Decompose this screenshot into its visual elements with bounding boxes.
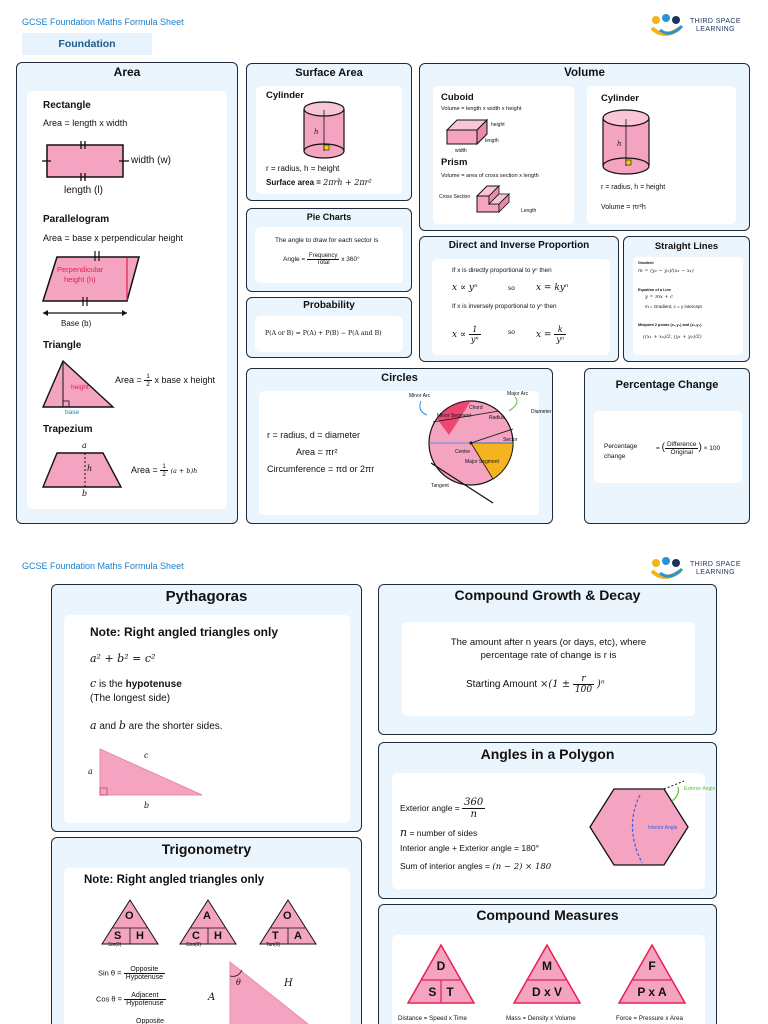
cuboid-formula: Volume = length x width x height [441,106,522,112]
trig-cos-den: Hypotenuse [126,1000,164,1007]
volume-cylinder-radius-line: r = radius, h = height [601,184,666,191]
pie-charts-formula [283,253,360,266]
straight-lines-card [623,236,750,362]
trapezium-h-label: h [87,464,93,473]
percentage-change-formula: = ( $\frac{\text{Difference}}{\text{Original}}$ ) × 100 [656,441,721,456]
doc-title: GCSE Foundation Maths Formula Sheet [22,17,184,27]
logo-mark-icon [650,14,690,38]
pie-charts-line1: The angle to draw for each sector is [275,237,379,244]
circles-panel [259,391,552,515]
circle-label-major-segment: Major Segment [465,459,499,465]
proportion-one: 1 [469,325,481,335]
compound-measures-title: Compound Measures [476,907,619,923]
straight-lines-midpoint-formula: ((x₁ + x₂)/2, (y₁ + y₂)/2) [643,334,702,340]
percentage-change-label2: change [604,453,626,460]
trig-triangle-soh [100,898,160,946]
proportion-so-2: so [508,329,515,336]
pythagoras-a-label: a [88,767,93,776]
proportion-inverse-a-frac [469,325,481,344]
polygon-sum2-formula: (n − 2) × 180 [492,862,552,872]
trig-cos-frac [124,992,165,1007]
proportion-direct-line: If x is directly proportional to yⁿ then [452,267,552,274]
pythagoras-ab-line [90,719,223,732]
volume-panel-left [433,86,574,224]
trig-toa-right: A [294,930,302,942]
trig-triangle-cah-shape [178,898,238,946]
polygon-sum2 [400,861,551,872]
measure-density-bottom: D x V [531,985,562,999]
triangle-height-label: height [71,384,89,391]
polygon-sum1: Interior angle + Exterior angle = 180° [400,843,540,853]
trigonometry-title: Trigonometry [161,841,252,857]
trigonometry-note: Note: Right angled triangles only [84,874,265,886]
measure-speed-bottom: S T [428,985,454,999]
logo-mark-icon [650,557,690,581]
circle-label-major-arc: Major Arc [507,391,529,397]
rectangle-width-label: width (w) [131,155,172,166]
circle-label-minor-arc: Minor Arc [409,393,431,399]
compound-growth-line1: The amount after n years (or days, etc), where [450,637,647,648]
circles-line2: Area = πr² [296,447,338,457]
trig-theta: θ [236,978,241,987]
pie-charts-fraction [307,253,339,266]
straight-lines-equation-formula: y = mx + c [645,294,673,300]
polygon-n-line [400,826,477,839]
percentage-change-eq: = [656,445,660,453]
proportion-title: Direct and Inverse Proportion [448,240,590,251]
straight-lines-panel [633,257,743,355]
polygon-ext-num: 360 [464,797,484,808]
trapezium-a-label: a [82,441,87,450]
proportion-card [419,236,619,362]
circles-card [246,368,553,524]
straight-lines-m-line: m = Gradient, c = y intercept [645,304,702,309]
pie-charts-den: Total [316,260,330,266]
pie-charts-title: Pie Charts [306,212,352,222]
probability-card [246,297,412,358]
rectangle-heading: Rectangle [43,100,91,111]
trig-cos-label: Cos θ = [96,994,123,1004]
straight-lines-title: Straight Lines [654,241,719,252]
pythagoras-ab-b: b [118,719,126,732]
polygon-ext-den: n [470,809,477,820]
parallelogram-formula: Area = base x perpendicular height [43,233,183,243]
polygon-hexagon [584,783,694,873]
trig-h-label: H [284,978,293,989]
surface-area-panel [256,86,402,194]
probability-title: Probability [303,300,355,311]
trig-cah-right: H [214,930,222,942]
trig-cah-top: A [203,910,211,922]
measure-density-top: M [542,959,552,973]
pythagoras-c-line [90,677,182,690]
pythagoras-ab-and: and [99,721,117,732]
triangle-base-label: base [65,409,80,416]
percentage-change-times: × 100 [703,445,721,453]
polygon-card [378,742,717,899]
circle-label-diameter: Diameter [531,409,552,415]
pythagoras-ab-a: a [90,719,97,732]
logo-line1-page2: THIRD SPACE [690,561,741,568]
triangle-half-den: 2 [146,381,150,388]
percentage-change-title: Percentage Change [615,379,719,391]
proportion-yn-1: yⁿ [470,335,479,344]
pie-charts-panel [255,227,403,283]
volume-title: Volume [564,67,605,79]
trig-sin-label: Sin θ = [98,968,122,978]
surface-area-formula-value: 2πrh + 2πr² [323,178,372,187]
parallelogram-diagram [39,249,149,319]
circles-line1: r = radius, d = diameter [267,430,361,440]
pythagoras-c-line-pre: is the [98,679,123,690]
triangle-half-num: 1 [146,373,150,380]
pythagoras-ab-rest: are the shorter sides. [128,721,223,732]
compound-measures-card [378,904,717,1024]
measure-pressure-caption: Force = Pressure x Area [616,1015,683,1022]
trapezium-half-den: 2 [162,471,166,478]
polygon-exterior-label: Exterior Angle [684,786,716,792]
doc-title-page2: GCSE Foundation Maths Formula Sheet [22,561,184,571]
trig-cah-fn: Cos(θ) [186,942,202,948]
polygon-n-text: = number of sides [409,828,478,838]
percentage-change-label1: Percentage [604,443,638,450]
proportion-k: k [554,325,566,335]
pythagoras-c-var: c [90,677,97,690]
proportion-inverse-line: If x is inversely proportional to yⁿ then [452,303,557,310]
percentage-change-card [584,368,750,524]
proportion-inverse-a-pre: x ∝ [452,330,467,340]
pythagoras-hypotenuse-word: hypotenuse [125,679,182,690]
compound-growth-card [378,584,717,735]
proportion-inverse-b [536,325,566,344]
trapezium-b-label: b [82,489,88,498]
rectangle-formula: Area = length x width [43,118,128,128]
proportion-inverse-b-pre: x = [536,330,552,340]
proportion-so-1: so [508,285,515,292]
percentage-change-panel [594,411,742,483]
volume-cylinder-heading: Cylinder [601,93,640,104]
circle-label-radius: Radius [489,415,505,421]
volume-cylinder-h-label: h [617,140,622,148]
circle-label-minor-segment: Minor Segment [437,413,471,419]
parallelogram-heading: Parallelogram [43,214,110,225]
measure-triangle-density [512,943,582,1005]
parallelogram-height-label1: Perpendicular [57,265,104,274]
compound-growth-formula-pre: ×(1 ± [539,679,571,691]
circles-title: Circles [381,372,418,384]
compound-growth-frac [573,674,594,695]
circle-label-centre: Centre [455,449,471,455]
surface-area-card [246,63,412,201]
trapezium-heading: Trapezium [43,424,93,435]
percentage-change-num: Difference [666,441,697,448]
pie-charts-angle-label: Angle = [283,256,306,264]
prism-length-label: Length [521,208,537,214]
trig-triangle-toa [258,898,318,946]
percentage-change-den: Original [670,449,693,456]
polygon-sum2-label: Sum of interior angles = [400,861,491,871]
pythagoras-panel [64,615,350,823]
percentage-change-frac [665,441,699,456]
trapezium-formula [131,463,197,478]
circles-line3: Circumference = πd or 2πr [267,464,375,474]
trig-soh-top: O [125,910,134,922]
measure-triangle-pressure [617,943,687,1005]
straight-lines-equation-label: Equation of a Line [638,288,671,292]
compound-growth-start: Starting Amount [466,679,538,691]
trig-sin-num: Opposite [124,966,165,974]
circle-label-chord: Chord [469,405,483,411]
proportion-direct-a: x ∝ yⁿ [452,283,478,293]
area-title: Area [113,65,141,79]
trapezium-diagram [41,449,131,491]
proportion-inverse-b-frac [554,325,566,344]
circle-label-sector: Sector [503,437,518,443]
pythagoras-title: Pythagoras [165,588,248,605]
surface-area-cylinder-diagram [302,102,348,160]
pie-charts-num: Frequency [309,253,338,259]
trig-triangle-soh-shape [100,898,160,946]
pie-charts-card [246,208,412,292]
measure-density-caption: Mass = Density x Volume [506,1015,576,1022]
trapezium-half [160,463,168,478]
prism-cross-section-label: Cross Section [439,194,471,200]
trapezium-formula-post: (a + b)h [170,466,198,475]
measure-speed-caption: Distance = Speed x Time [398,1015,467,1022]
measure-pressure-top: F [648,959,656,973]
surface-area-formula [266,178,372,187]
straight-lines-gradient-label: Gradient [638,261,654,265]
surface-area-radius-line: r = radius, h = height [266,164,340,173]
trig-soh-fn: Sin(θ) [108,942,122,948]
prism-heading: Prism [441,157,468,168]
volume-card [419,63,750,231]
trigonometry-card [51,837,362,1024]
polygon-panel [392,773,716,889]
trig-sin-frac [124,966,165,981]
probability-panel [255,316,403,352]
area-panel [27,91,227,509]
triangle-half [144,373,152,388]
pythagoras-formula: a² + b² = c² [90,652,156,665]
logo-line1: THIRD SPACE [690,18,741,25]
trapezium-formula-pre: Area = [131,464,158,475]
triangle-formula-pre: Area = [115,374,142,385]
triangle-formula [115,373,215,388]
circle-label-tangent: Tangent [431,483,449,489]
trig-triangle-toa-shape [258,898,318,946]
compound-measures-panel [392,935,705,1024]
trig-sin-den: Hypotenuse [125,974,164,981]
level-tag: Foundation [22,33,152,55]
trigonometry-panel [64,868,350,1024]
surface-area-formula-label: Surface area = [266,178,321,187]
proportion-inverse-a [452,325,481,344]
compound-growth-line2: percentage rate of change is r is [480,650,617,661]
pythagoras-longest: (The longest side) [90,693,171,704]
compound-growth-num: r [573,674,594,685]
pythagoras-c-label: c [144,751,149,760]
trig-soh-left: S [114,930,122,942]
compound-growth-formula [466,674,605,695]
pythagoras-b-label: b [144,801,150,810]
trig-toa-fn: Tan(θ) [266,942,281,948]
pie-charts-times: x 360° [341,256,360,264]
trig-cah-left: C [192,930,200,942]
pythagoras-note: Note: Right angled triangles only [90,625,279,639]
volume-cylinder-diagram [601,110,653,176]
triangle-heading: Triangle [43,340,82,351]
cuboid-width-label: width [455,148,467,154]
compound-growth-title: Compound Growth & Decay [454,587,641,603]
polygon-ext-formula [400,797,485,820]
polygon-interior-label: Interior Angle [648,825,678,831]
trig-cos-num: Adjacent [124,992,165,1000]
compound-growth-den: 100 [574,685,593,695]
trig-tan-num: Opposite [136,1018,165,1024]
pythagoras-card [51,584,362,832]
trig-triangle-cah [178,898,238,946]
rectangle-diagram [45,141,145,191]
proportion-panel [432,259,610,355]
parallelogram-base-label: Base (b) [61,319,92,328]
compound-growth-formula-post: )ⁿ [596,679,605,691]
proportion-yn-2: yⁿ [556,335,565,344]
rectangle-length-label: length (l) [64,185,103,196]
cuboid-length-label: length [485,138,499,144]
polygon-n-var: n [400,826,408,839]
trig-toa-left: T [272,930,279,942]
probability-formula: P(A or B) = P(A) + P(B) − P(A and B) [265,330,382,337]
trig-sin [98,966,165,981]
polygon-ext-frac [462,797,485,820]
proportion-direct-b: x = kyⁿ [536,283,569,293]
prism-formula: Volume = area of cross section x length [441,173,539,179]
polygon-title: Angles in a Polygon [480,746,615,762]
area-card [16,62,238,524]
logo-line2: LEARNING [696,26,735,33]
straight-lines-gradient-formula: m = (y₂ − y₁)/(x₂ − x₁) [638,268,694,274]
cuboid-height-label: height [491,122,505,128]
logo-line2-page2: LEARNING [696,569,735,576]
surface-area-cylinder-heading: Cylinder [266,90,305,101]
trapezium-half-num: 1 [162,463,166,470]
trig-a-label: A [208,992,216,1003]
measure-triangle-speed [406,943,476,1005]
volume-cylinder-formula: Volume = πr²h [601,204,646,211]
pythagoras-triangle [98,747,208,799]
trig-cos [96,992,166,1007]
trig-right-triangle [228,960,328,1024]
triangle-formula-post: x base x height [154,374,215,385]
straight-lines-midpoint-label: Midpoint 2 points (x₁,y₁) and (x₂,y₂) [638,323,702,327]
trig-soh-right: H [136,930,144,942]
measure-pressure-bottom: P x A [637,985,667,999]
surface-area-title: Surface Area [295,67,363,79]
measure-speed-top: D [436,959,446,973]
logo [650,14,750,38]
volume-panel-right [587,86,736,224]
cuboid-heading: Cuboid [441,92,474,103]
trig-toa-top: O [283,910,292,922]
logo-page2 [650,557,750,581]
surface-area-h-label: h [314,128,319,136]
parallelogram-height-label2: height (h) [64,275,96,284]
compound-growth-panel [402,622,695,716]
polygon-ext-label: Exterior angle = [400,802,460,813]
